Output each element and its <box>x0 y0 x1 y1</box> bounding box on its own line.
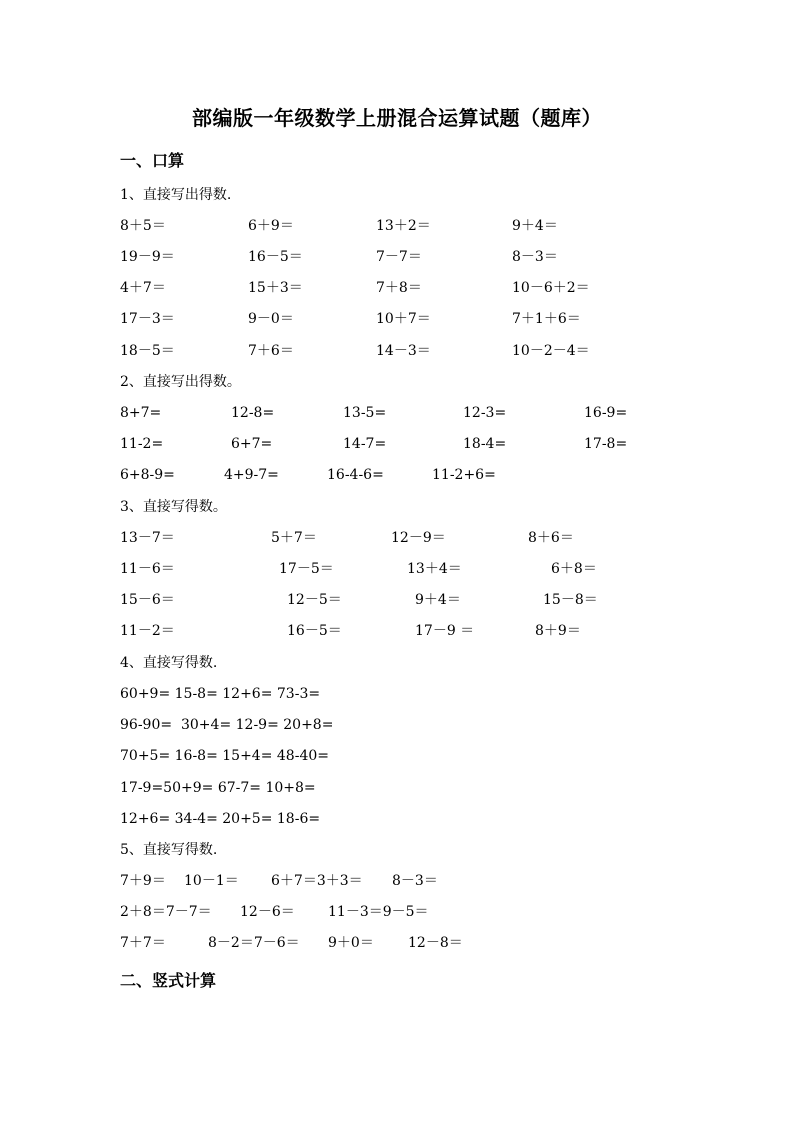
q5-item: 6＋7＝3＋3＝ <box>271 873 363 889</box>
q3-item: 15－8＝ <box>543 592 598 608</box>
q4-line: 70+5= 16-8= 15+4= 48-40= <box>120 748 329 764</box>
q1-item: 7＋8＝ <box>376 280 422 296</box>
q2-item: 11-2+6= <box>432 467 496 483</box>
q5-row <box>0 902 794 924</box>
q2-item: 11-2= <box>120 436 164 452</box>
q2-item: 16-4-6= <box>327 467 384 483</box>
q3-row <box>0 559 794 581</box>
q3-item: 15－6＝ <box>120 592 175 608</box>
question-2-title: 2、直接写出得数。 <box>120 374 241 390</box>
q1-item: 16－5＝ <box>248 249 303 265</box>
q5-item: 8－3＝ <box>392 873 438 889</box>
q1-row <box>0 309 794 331</box>
q1-row <box>0 216 794 238</box>
q2-item: 17-8= <box>584 436 628 452</box>
q1-item: 10－2－4＝ <box>512 343 590 359</box>
q5-item: 2＋8＝7－7＝ <box>120 904 212 920</box>
q3-row <box>0 590 794 612</box>
q5-row <box>0 933 794 955</box>
q1-item: 14－3＝ <box>376 343 431 359</box>
q3-item: 13＋4＝ <box>407 561 462 577</box>
page-title: 部编版一年级数学上册混合运算试题（题库） <box>192 106 602 130</box>
q1-item: 15＋3＝ <box>248 280 303 296</box>
q5-item: 12－8＝ <box>408 935 463 951</box>
q3-item: 12－5＝ <box>287 592 342 608</box>
question-3-title: 3、直接写得数。 <box>120 499 227 515</box>
q2-item: 12-8= <box>231 405 275 421</box>
q3-item: 11－2＝ <box>120 623 175 639</box>
q2-item: 16-9= <box>584 405 628 421</box>
question-5-title: 5、直接写得数. <box>120 842 218 858</box>
q3-item: 9＋4＝ <box>415 592 461 608</box>
q1-row <box>0 247 794 269</box>
q3-item: 16－5＝ <box>287 623 342 639</box>
q2-item: 14-7= <box>343 436 387 452</box>
q1-item: 19－9＝ <box>120 249 175 265</box>
q2-item: 6+8-9= <box>120 467 175 483</box>
q1-item: 13＋2＝ <box>376 218 431 234</box>
q3-item: 5＋7＝ <box>271 530 317 546</box>
q1-item: 8＋5＝ <box>120 218 166 234</box>
q5-item: 9＋0＝ <box>328 935 374 951</box>
q3-item: 13－7＝ <box>120 530 175 546</box>
q5-item: 8－2＝7－6＝ <box>208 935 300 951</box>
q1-item: 18－5＝ <box>120 343 175 359</box>
q2-item: 13-5= <box>343 405 387 421</box>
q5-item: 10－1＝ <box>184 873 239 889</box>
q3-item: 17－5＝ <box>279 561 334 577</box>
q2-item: 18-4= <box>463 436 507 452</box>
q1-item: 8－3＝ <box>512 249 558 265</box>
q1-item: 6＋9＝ <box>248 218 294 234</box>
q4-line: 12+6= 34-4= 20+5= 18-6= <box>120 811 321 827</box>
q1-item: 9－0＝ <box>248 311 294 327</box>
question-1-title: 1、直接写出得数. <box>120 187 232 203</box>
q4-line: 17-9=50+9= 67-7= 10+8= <box>120 780 316 796</box>
q1-item: 4＋7＝ <box>120 280 166 296</box>
section-heading-vertical-calc: 二、竖式计算 <box>120 971 217 990</box>
q2-item: 8+7= <box>120 405 162 421</box>
question-4-title: 4、直接写得数. <box>120 655 218 671</box>
q3-item: 11－6＝ <box>120 561 175 577</box>
q3-item: 17－9 ＝ <box>415 623 475 639</box>
q1-row <box>0 341 794 363</box>
q5-item: 7＋9＝ <box>120 873 166 889</box>
q1-item: 7－7＝ <box>376 249 422 265</box>
q2-row <box>0 434 794 456</box>
q3-row <box>0 621 794 643</box>
q1-row <box>0 278 794 300</box>
q4-line: 60+9= 15-8= 12+6= 73-3= <box>120 686 321 702</box>
q2-item: 6+7= <box>231 436 273 452</box>
q3-row <box>0 528 794 550</box>
q3-item: 8＋9＝ <box>535 623 581 639</box>
q2-row <box>0 465 794 487</box>
q3-item: 8＋6＝ <box>528 530 574 546</box>
q1-item: 10＋7＝ <box>376 311 431 327</box>
q5-row <box>0 871 794 893</box>
q4-line: 96-90= 30+4= 12-9= 20+8= <box>120 717 334 733</box>
q2-item: 4+9-7= <box>224 467 279 483</box>
q1-item: 17－3＝ <box>120 311 175 327</box>
q5-item: 12－6＝ <box>240 904 295 920</box>
q1-item: 9＋4＝ <box>512 218 558 234</box>
q1-item: 10－6＋2＝ <box>512 280 590 296</box>
q5-item: 11－3＝9－5＝ <box>328 904 429 920</box>
q5-item: 7＋7＝ <box>120 935 166 951</box>
q2-item: 12-3= <box>463 405 507 421</box>
q3-item: 6＋8＝ <box>551 561 597 577</box>
section-heading-oral: 一、口算 <box>120 151 185 170</box>
q3-item: 12－9＝ <box>391 530 446 546</box>
q1-item: 7＋6＝ <box>248 343 294 359</box>
q2-row <box>0 403 794 425</box>
q1-item: 7＋1＋6＝ <box>512 311 581 327</box>
